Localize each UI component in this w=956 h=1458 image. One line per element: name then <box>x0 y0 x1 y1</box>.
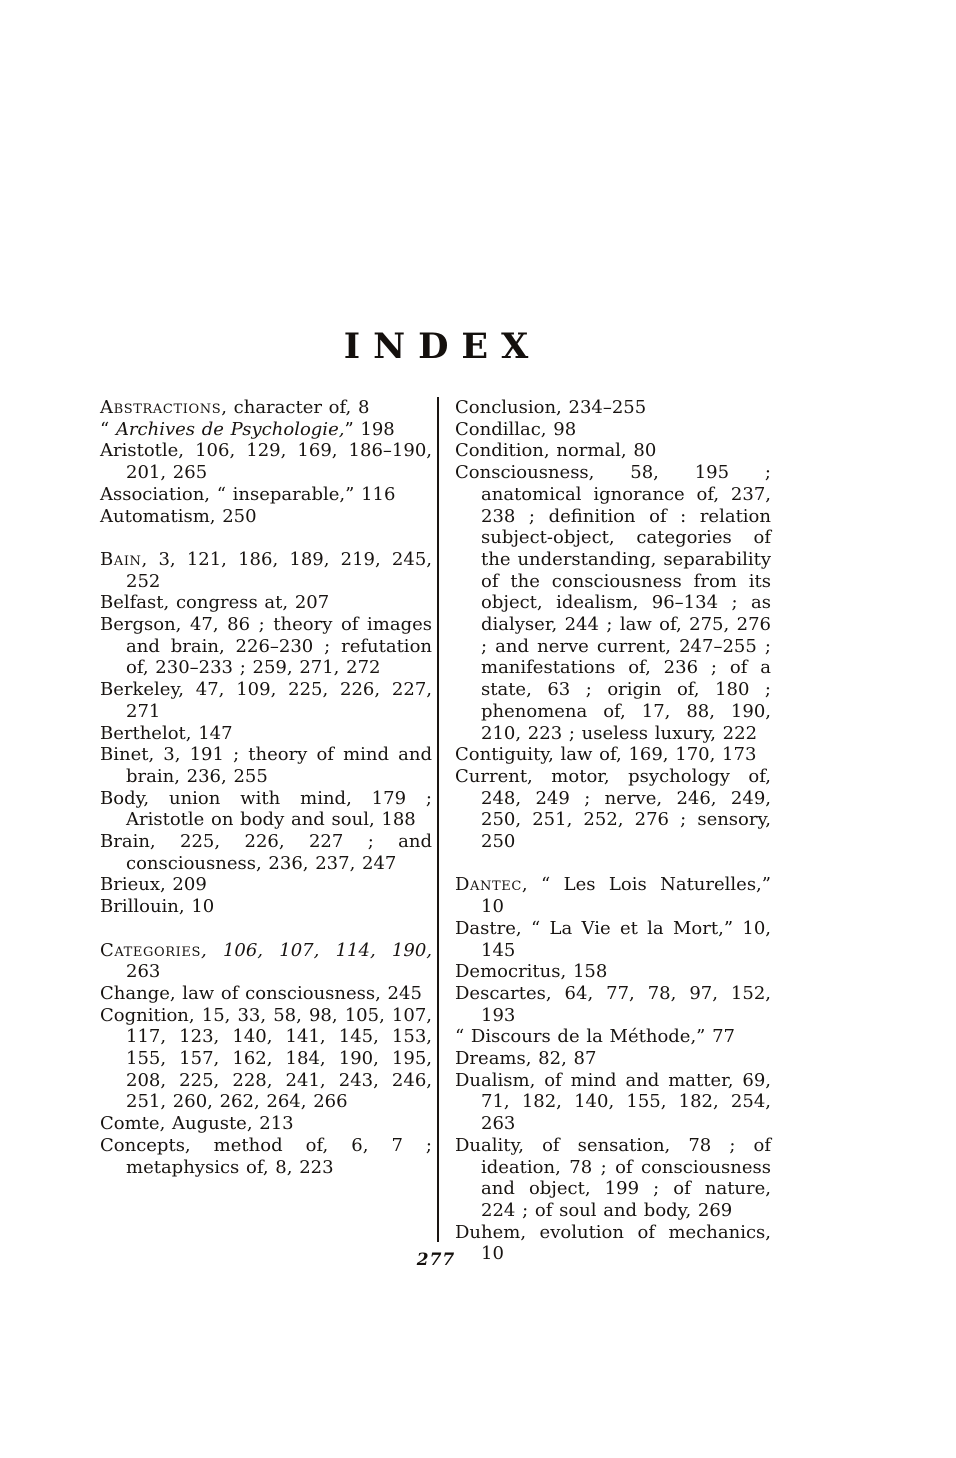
entry-text: Association, “ inseparable,” 116 <box>100 483 396 505</box>
entry-text: Brain, 225, 226, 227 ; and consciousness, 236, 237, 247 <box>100 831 432 874</box>
entry-text: Aristotle, 106, 129, 169, 186–190, 201, 265 <box>100 440 432 484</box>
entry-text: Berthelot, 147 <box>100 722 233 744</box>
entry-text: Brieux, 209 <box>100 874 207 896</box>
entry-headword: Bain <box>100 548 142 570</box>
index-entry <box>100 788 432 831</box>
entry-text: Current, motor, psychology of, 248, 249 ; nerve, 246, 249, 250, 251, 252, 276 ; sensory, 250 <box>455 765 771 853</box>
entry-text: Binet, 3, 191 ; theory of mind and brain, 236, 255 <box>100 744 432 787</box>
entry-text: Belfast, congress at, 207 <box>100 592 330 614</box>
index-entry <box>100 1005 432 1114</box>
entry-text: “ Discours de la Méthode,” 77 <box>455 1026 736 1048</box>
index-entry <box>455 961 771 983</box>
index-entry <box>455 918 771 961</box>
index-entry <box>455 440 771 462</box>
index-entry <box>455 419 771 441</box>
entry-text: Duality, of sensation, 78 ; of ideation, 78 ; of consciousness and object, 199 ; of nature, 224 ; of soul and body, 269 <box>455 1134 771 1221</box>
entry-text: Dreams, 82, 87 <box>455 1048 597 1070</box>
index-entry <box>100 744 432 787</box>
entry-text: Contiguity, law of, 169, 170, 173 <box>455 744 757 766</box>
entry-text: , “ Les Lois Naturelles,” 10 <box>481 874 771 918</box>
entry-text: Dastre, “ La Vie et la Mort,” 10, 145 <box>455 917 771 961</box>
entry-headword: Abstractions <box>100 397 222 418</box>
index-entry <box>455 766 771 853</box>
entry-text: Bergson, 47, 86 ; theory of images and brain, 226–230 ; refutation of, 230–233 ; 259, 271, 272 <box>100 614 432 679</box>
index-entry <box>455 1048 771 1070</box>
entry-text: Change, law of consciousness, 245 <box>100 982 422 1004</box>
entry-text: Consciousness, 58, 195 ; anatomical ignorance of, 237, 238 ; definition of : relation subject-object, categories of the understanding, separability of the consciousness from its object, idealism, 96–134 ; as dialyser, 244 ; law of, 275, 276 ; and nerve current, 247–255 ; manifestations of, 236 ; of a state, 63 ; origin of, 180 ; phenomena of, 17, 88, 190, 210, 223 ; useless luxury, 222 <box>455 462 771 744</box>
index-entry <box>100 419 432 441</box>
entry-text: Condition, normal, 80 <box>455 440 657 462</box>
index-entry <box>100 614 432 679</box>
entry-text: Descartes, 64, 77, 78, 97, 152, 193 <box>455 982 771 1026</box>
entry-text: Cognition, 15, 33, 58, 98, 105, 107, 117, 123, 140, 141, 145, 153, 155, 157, 162, 184, 190, 195, 208, 225, 228, 241, 243, 246, 251, 260, 262, 264, 266 <box>100 1004 432 1113</box>
column-divider-rule <box>437 397 439 1242</box>
index-entry <box>455 1070 771 1135</box>
entry-text: , character of, 8 <box>221 397 370 418</box>
entry-text: Condillac, 98 <box>455 418 577 440</box>
index-entry <box>455 744 771 766</box>
entry-text: , 3, 121, 186, 189, 219, 245, 252 <box>126 548 432 592</box>
entry-text: Archives de Psychologie, <box>115 418 345 440</box>
index-entry <box>100 874 432 896</box>
entry-text: Brillouin, 10 <box>100 896 215 918</box>
entry-text: Comte, Auguste, 213 <box>100 1113 294 1135</box>
page-title: INDEX <box>343 326 542 367</box>
index-entry <box>455 1026 771 1048</box>
index-entry <box>455 874 771 917</box>
index-column-right <box>455 397 771 1265</box>
page-number: 277 <box>416 1250 456 1270</box>
entry-text: Dualism, of mind and matter, 69, 71, 182, 140, 155, 182, 254, 263 <box>455 1069 771 1135</box>
index-entry <box>100 1113 432 1135</box>
index-entry <box>100 592 432 614</box>
entry-text: 263 <box>126 961 161 983</box>
entry-headword: Categories <box>100 939 201 961</box>
entry-text: Concepts, method of, 6, 7 ; metaphysics of, 8, 223 <box>100 1134 432 1178</box>
index-entry <box>100 506 432 528</box>
index-columns <box>100 397 772 1265</box>
entry-text: ” 198 <box>344 418 395 440</box>
entry-text: “ <box>100 418 116 440</box>
entry-text: Automatism, 250 <box>100 505 257 527</box>
entry-text: Body, union with mind, 179 ; Aristotle on body and soul, 188 <box>100 787 432 831</box>
index-entry <box>100 723 432 745</box>
index-entry <box>455 983 771 1026</box>
index-entry <box>100 679 432 722</box>
index-entry <box>100 983 432 1005</box>
index-entry <box>100 1135 432 1178</box>
index-entry <box>455 397 771 419</box>
entry-text: Berkeley, 47, 109, 225, 226, 227, 271 <box>100 679 432 722</box>
entry-headword: Dantec <box>455 874 522 896</box>
index-column-left <box>100 397 432 1178</box>
entry-text: Democritus, 158 <box>455 961 608 983</box>
index-entry <box>100 940 432 983</box>
entry-text: Conclusion, 234–255 <box>455 397 647 418</box>
index-entry <box>100 440 432 483</box>
index-entry <box>455 1135 771 1222</box>
entry-text: , 106, 107, 114, 190, <box>200 939 432 961</box>
index-entry <box>100 896 432 918</box>
index-entry <box>100 831 432 874</box>
index-entry <box>100 397 432 419</box>
index-entry <box>455 462 771 744</box>
index-entry <box>100 484 432 506</box>
entry-text: Duhem, evolution of mechanics, 10 <box>455 1221 771 1265</box>
index-entry <box>100 549 432 592</box>
